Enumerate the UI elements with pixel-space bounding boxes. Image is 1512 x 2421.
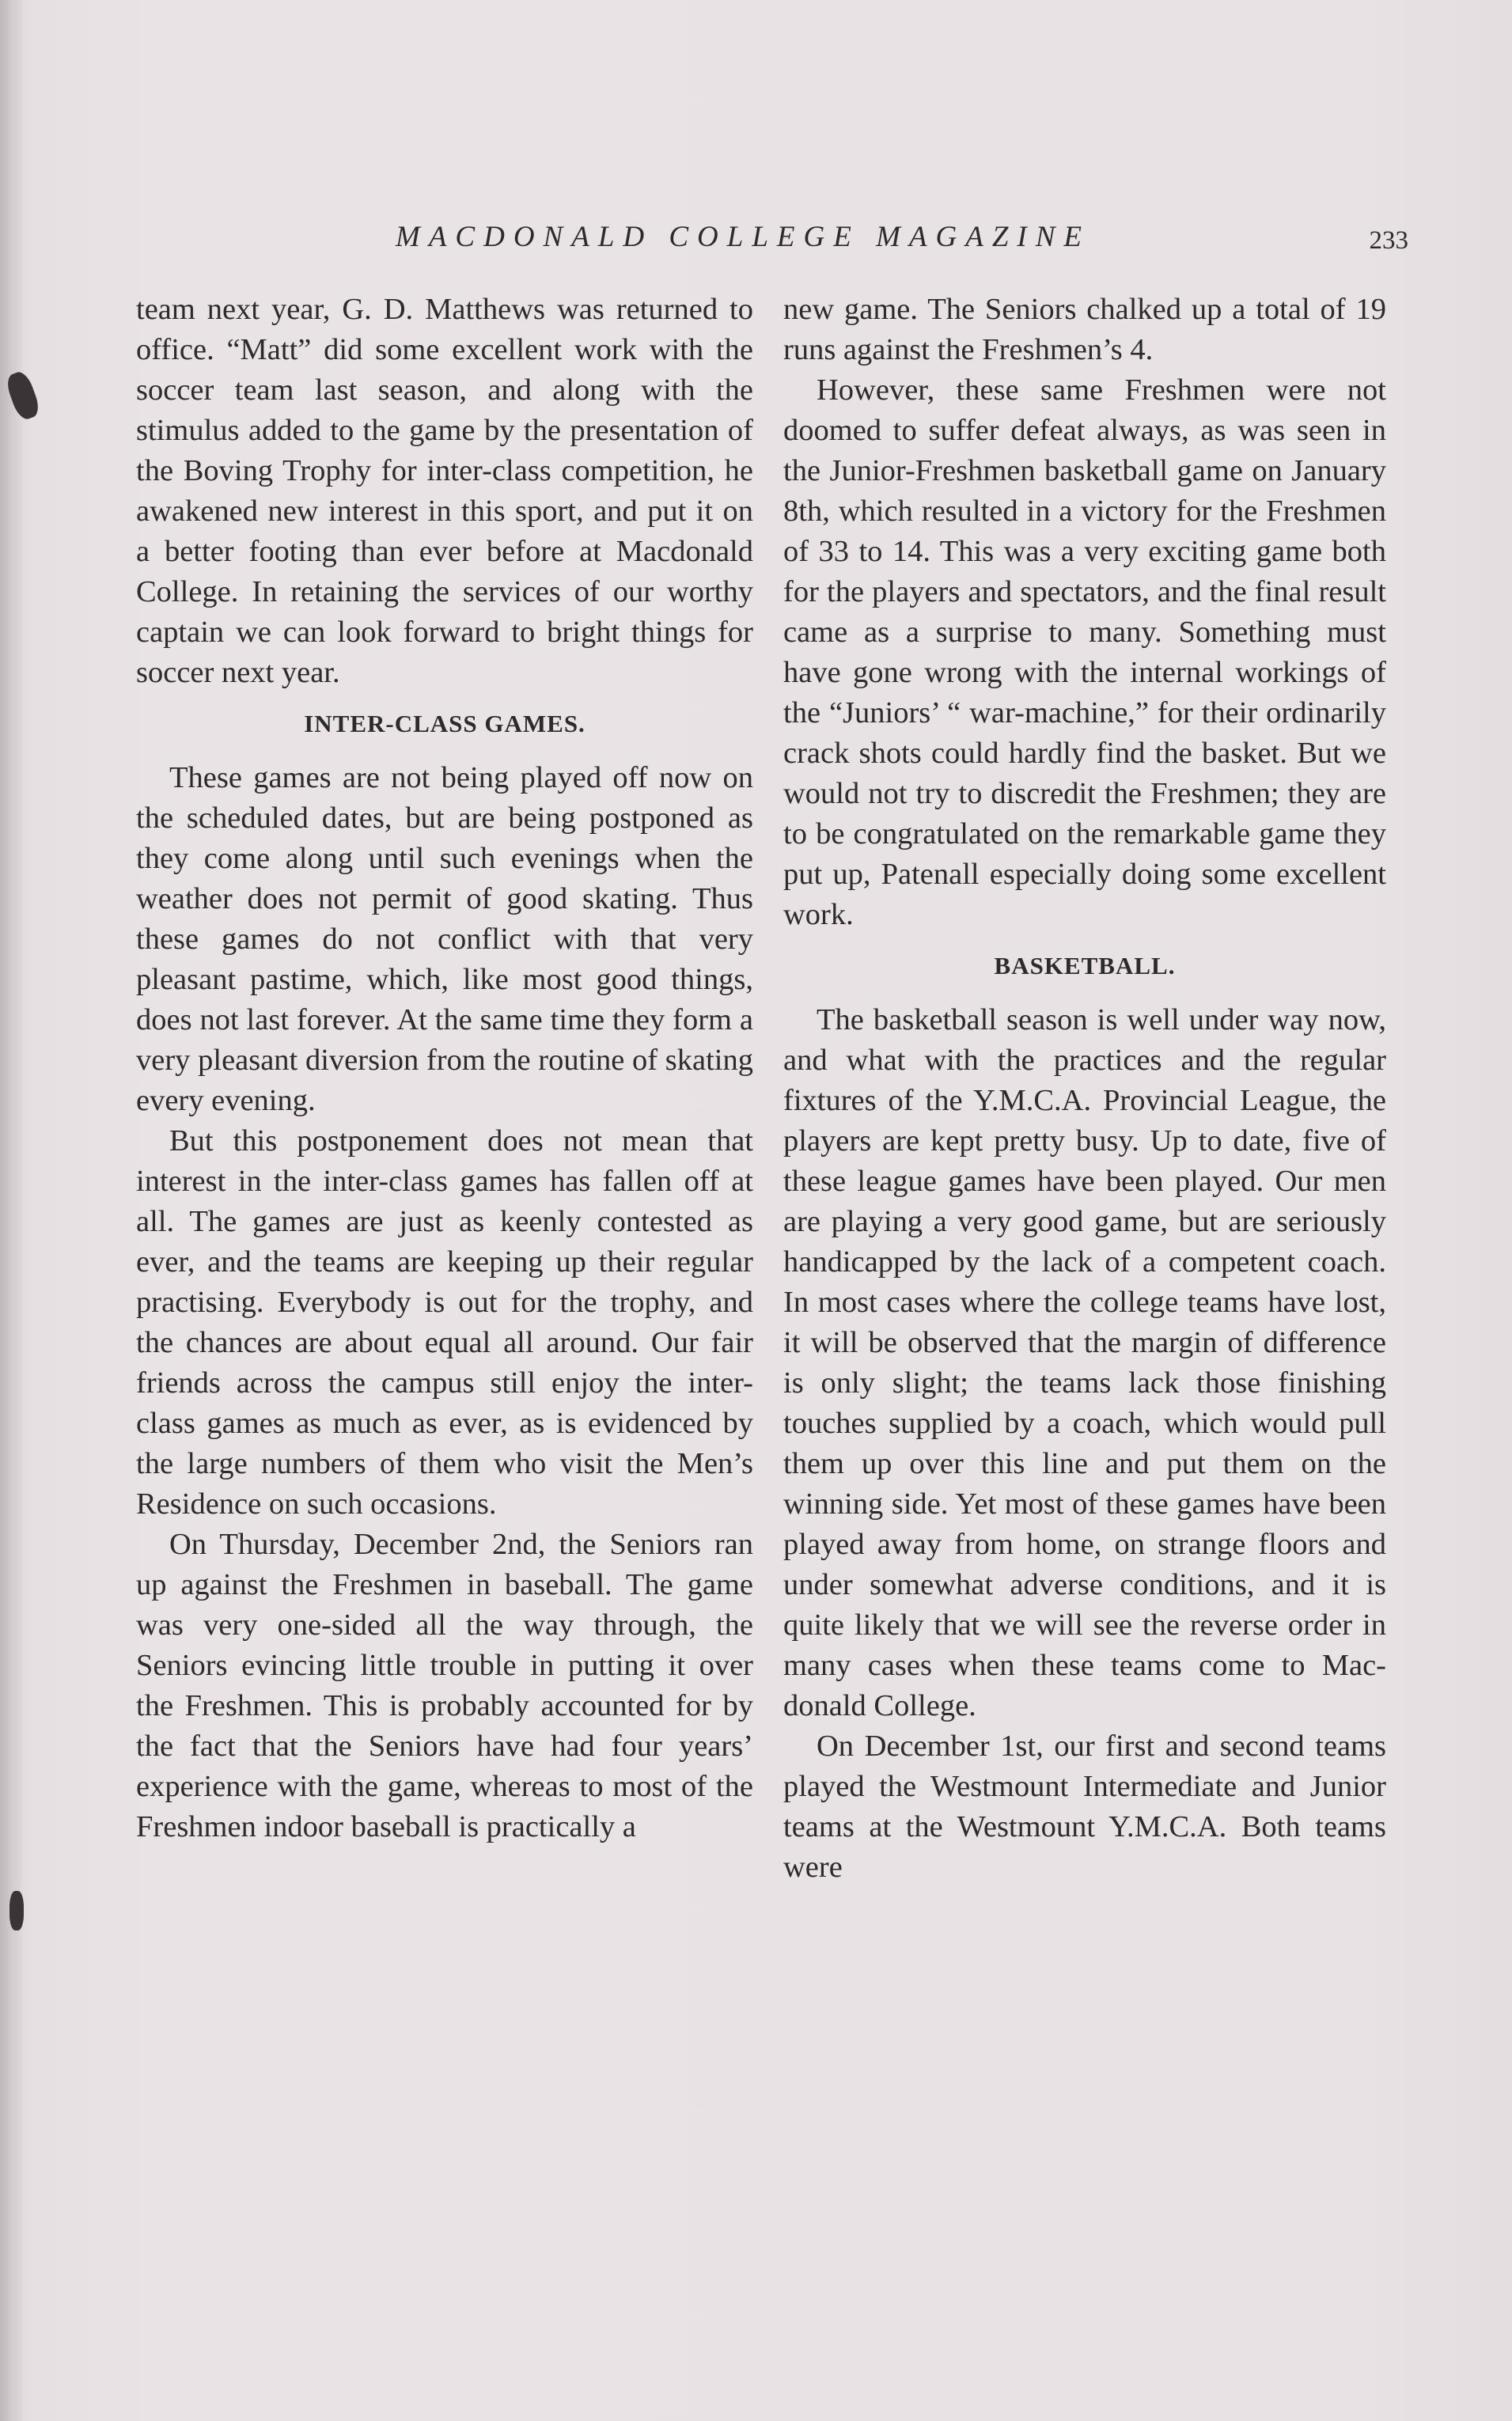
paragraph: However, these same Freshmen were not doomed to suffer defeat always, as was seen in the Junior-Freshmen basketball game on January 8th, which resulted in a victory for the Freshmen of 33 to 14. This was a very exciting game both for the players and spectators, and the final result came as a surprise to many. Something must have gone wrong with the internal workings of the “Juniors’ “ war-machine,” for their ordinarily crack shots could hardly find the basket. But we would not try to discredit the Freshmen; they are to be congratulated on the remarkable game they put up, Patenall especially doing some excellent work. [783, 373, 1386, 931]
paragraph: new game. The Seniors chalked up a total of 19 runs against the Freshmen’s 4. [783, 293, 1386, 366]
left-column [136, 290, 753, 1847]
page-spine-shadow [0, 0, 24, 2421]
section-heading: INTER-CLASS GAMES. [304, 710, 585, 737]
running-title: MACDONALD COLLEGE MAGAZINE [396, 221, 1091, 253]
section-heading: BASKETBALL. [994, 952, 1176, 979]
right-column [783, 290, 1386, 1888]
paragraph: On Thursday, December 2nd, the Seniors ran up against the Freshmen in baseball. The game was very one-sided all the way through, the Seniors evincing little trouble in putting it over the Freshmen. This is probably accounted for by the fact that the Seniors have had four years’ experience with the game, whereas to most of the Freshmen indoor baseball is practically a [136, 1528, 753, 1843]
paragraph: The basketball season is well under way now, and what with the practices and the regular fixtures of the Y.M.C.A. Provincial League, the players are kept pretty busy. Up to date, five of these league games have been played. Our men are playing a very good game, but are seriously handicapped by the lack of a competent coach. In most cases where the college teams have lost, it will be observed that the margin of difference is only slight; the teams lack those finishing touches supplied by a coach, which would pull them up over this line and put them on the winning side. Yet most of these games have been played away from home, on strange floors and under somewhat adverse conditions, and it is quite likely that we will see the reverse order in many cases when these teams come to Macdonald College. [783, 1003, 1386, 1722]
page-number: 233 [1369, 226, 1408, 255]
binding-mark-bottom [9, 1891, 24, 1930]
page-header [316, 220, 1408, 267]
paragraph: But this postponement does not mean that interest in the inter-class games has fallen off at all. The games are just as keenly contested as ever, and the teams are keeping up their regular practising. Everybody is out for the trophy, and the chances are about equal all around. Our fair friends across the campus still enjoy the inter-class games as much as ever, as is evidenced by the large numbers of them who visit the Men’s Residence on such occasions. [136, 1124, 753, 1521]
paragraph: These games are not being played off now on the scheduled dates, but are being postponed as they come along until such evenings when the weather does not permit of good skating. Thus these games do not conflict with that very pleasant pastime, which, like most good things, does not last forever. At the same time they form a very pleasant diversion from the routine of skating every evening. [136, 761, 753, 1117]
paragraph: On December 1st, our first and second teams played the Westmount Intermediate and Junior teams at the Westmount Y.M.C.A. Both teams were [783, 1730, 1386, 1884]
paragraph: team next year, G. D. Matthews was returned to office. “Matt” did some excellent work with the soccer team last season, and along with the stimulus added to the game by the presentation of the Boving Trophy for inter-class competition, he awakened new interest in this sport, and put it on a better footing than ever before at Macdonald College. In retaining the services of our worthy captain we can look forward to bright things for soccer next year. [136, 293, 753, 689]
